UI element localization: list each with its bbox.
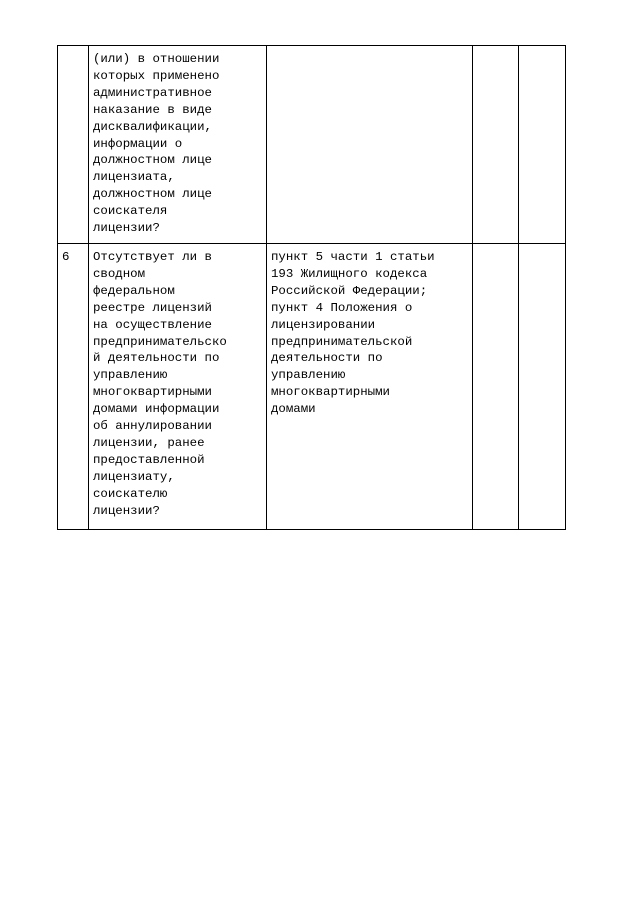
row-number-cell bbox=[58, 46, 89, 244]
checklist-table bbox=[57, 45, 566, 530]
question-cell: Отсутствует ли в сводном федеральном реестре лицензий на осуществление предпринимательско й деятельности по управлению многоквартирными домами информации об аннулировании лицензии, ранее предоставленной лицензиату, соискателю лицензии? bbox=[89, 244, 267, 530]
legal-reference-cell: пункт 5 части 1 статьи 193 Жилищного кодекса Российской Федерации; пункт 4 Положения о лицензировании предпринимательской деятельности по управлению многоквартирными домами bbox=[267, 244, 473, 530]
table-row bbox=[58, 46, 566, 244]
row-number-cell: 6 bbox=[58, 244, 89, 530]
answer-yes-cell bbox=[473, 244, 519, 530]
answer-yes-cell bbox=[473, 46, 519, 244]
legal-reference-cell bbox=[267, 46, 473, 244]
answer-no-cell bbox=[519, 244, 566, 530]
answer-no-cell bbox=[519, 46, 566, 244]
table-row bbox=[58, 244, 566, 530]
question-cell: (или) в отношении которых применено административное наказание в виде дисквалификации, информации о должностном лице лицензиата, должностном лице соискателя лицензии? bbox=[89, 46, 267, 244]
